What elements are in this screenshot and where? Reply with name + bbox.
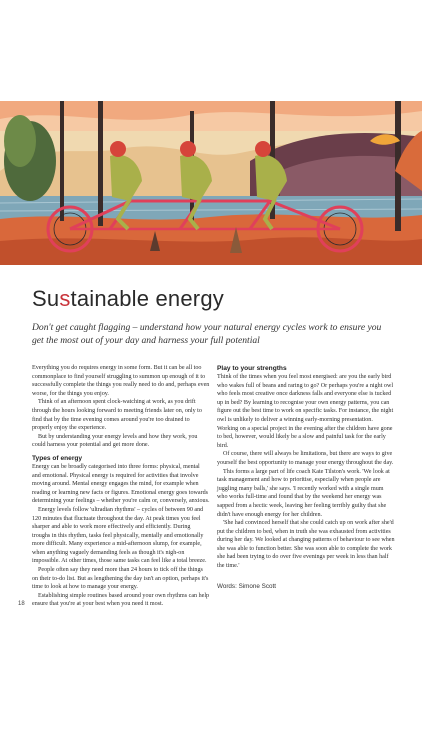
hero-illustration [0, 101, 422, 265]
body-paragraph: But by understanding your energy levels and how they work, you could harness your potential and get more done. [32, 433, 198, 449]
body-column-left [32, 364, 210, 609]
article-title: Sustainable energy [32, 286, 224, 311]
body-paragraph: Establishing simple routines based around your own rhythms can help ensure that you're at your best when you need it most. [32, 592, 210, 608]
title-accent-letter: s [59, 286, 71, 311]
body-paragraph: 'She had convinced herself that she could catch up on work after she'd put the children to bed, when in truth she was exhausted from activities during her day. We looked at changing patterns of behaviour to see when she was able to function better. She was soon able to complete the work she had been trying to do over five evenings per week in less than half the time.' [217, 520, 395, 570]
body-paragraph: This forms a large part of life coach Kate Tilston's work. 'We look at task management and how to prioritise, especially when people are juggling many balls,' she says. 'I recently worked with a single mum who works full-time and found that by the weekend her energy was sapped from a hectic week, leaving her feeling terribly guilty that she didn't have enough energy for her children. [217, 468, 390, 518]
tandem-bicycle-illustration [0, 101, 422, 265]
byline: Words: Simone Scott [217, 582, 277, 590]
section-heading-strengths: Play to your strengths [217, 365, 287, 372]
body-paragraph: Think of the times when you feel most energised: are you the early bird who wakes full of beans and raring to go? Or perhaps you're a night owl who feels most creative once darkness falls and everyone else is tucked up in bed? By learning to recognise your own energy patterns, you can figure out the best time to work on specific tasks. For instance, the night owl is unlikely to deliver a winning early-morning presentation. Working on a special project in the evening after the children have gone to bed, however, would likely be a slow and painful task for the early bird. [217, 374, 394, 449]
page-number: 18 [18, 601, 25, 607]
body-paragraph: Think of an afternoon spent clock-watching at work, as you drift through the hours looking forward to meeting friends later on, only to find that by the time evening comes around you're too drained to properly enjoy the experience. [32, 399, 202, 432]
body-column-right [217, 364, 395, 591]
section-heading-types: Types of energy [32, 454, 83, 462]
body-paragraph: Energy can be broadly categorised into three forms: physical, mental and emotional. Physical energy is required for activities that involve moving around. Mental energy engages the mind, for example when reading or learning new facts or figures. Emotional energy goes towards determining your feelings – whether you're calm or, conversely, anxious. [32, 463, 210, 505]
body-paragraph: Energy levels follow 'ultradian rhythms' – cycles of between 90 and 120 minutes that fluctuate throughout the day. At peak times you feel sharper and able to work more effectively and efficiently. During troughs in this rhythm, tasks feel physically, mentally and emotionally more difficult. Many experience a mid-afternoon slump, for example, when anything vaguely demanding feels as though it's nigh-on impossible. At other times, those same tasks can feel like a total breeze. [32, 506, 207, 565]
body-paragraph: People often say they need more than 24 hours to tick off the things on their to-do list. But as lengthening the day isn't an option, perhaps it's time to look at how to manage your energy. [32, 567, 209, 591]
article-standfirst: Don't get caught flagging – understand how your natural energy cycles work to ensure you get the most out of your day and harness your full potential [32, 322, 382, 346]
body-paragraph: Of course, there will always be limitations, but there are ways to give yourself the best opportunity to manage your energy throughout the day. [217, 451, 394, 466]
body-paragraph: Everything you do requires energy in some form. But it can be all too commonplace to find yourself struggling to summon up enough of it to successfully complete the things you really need to do and, perhaps even worse, for the things you enjoy. [32, 365, 210, 397]
